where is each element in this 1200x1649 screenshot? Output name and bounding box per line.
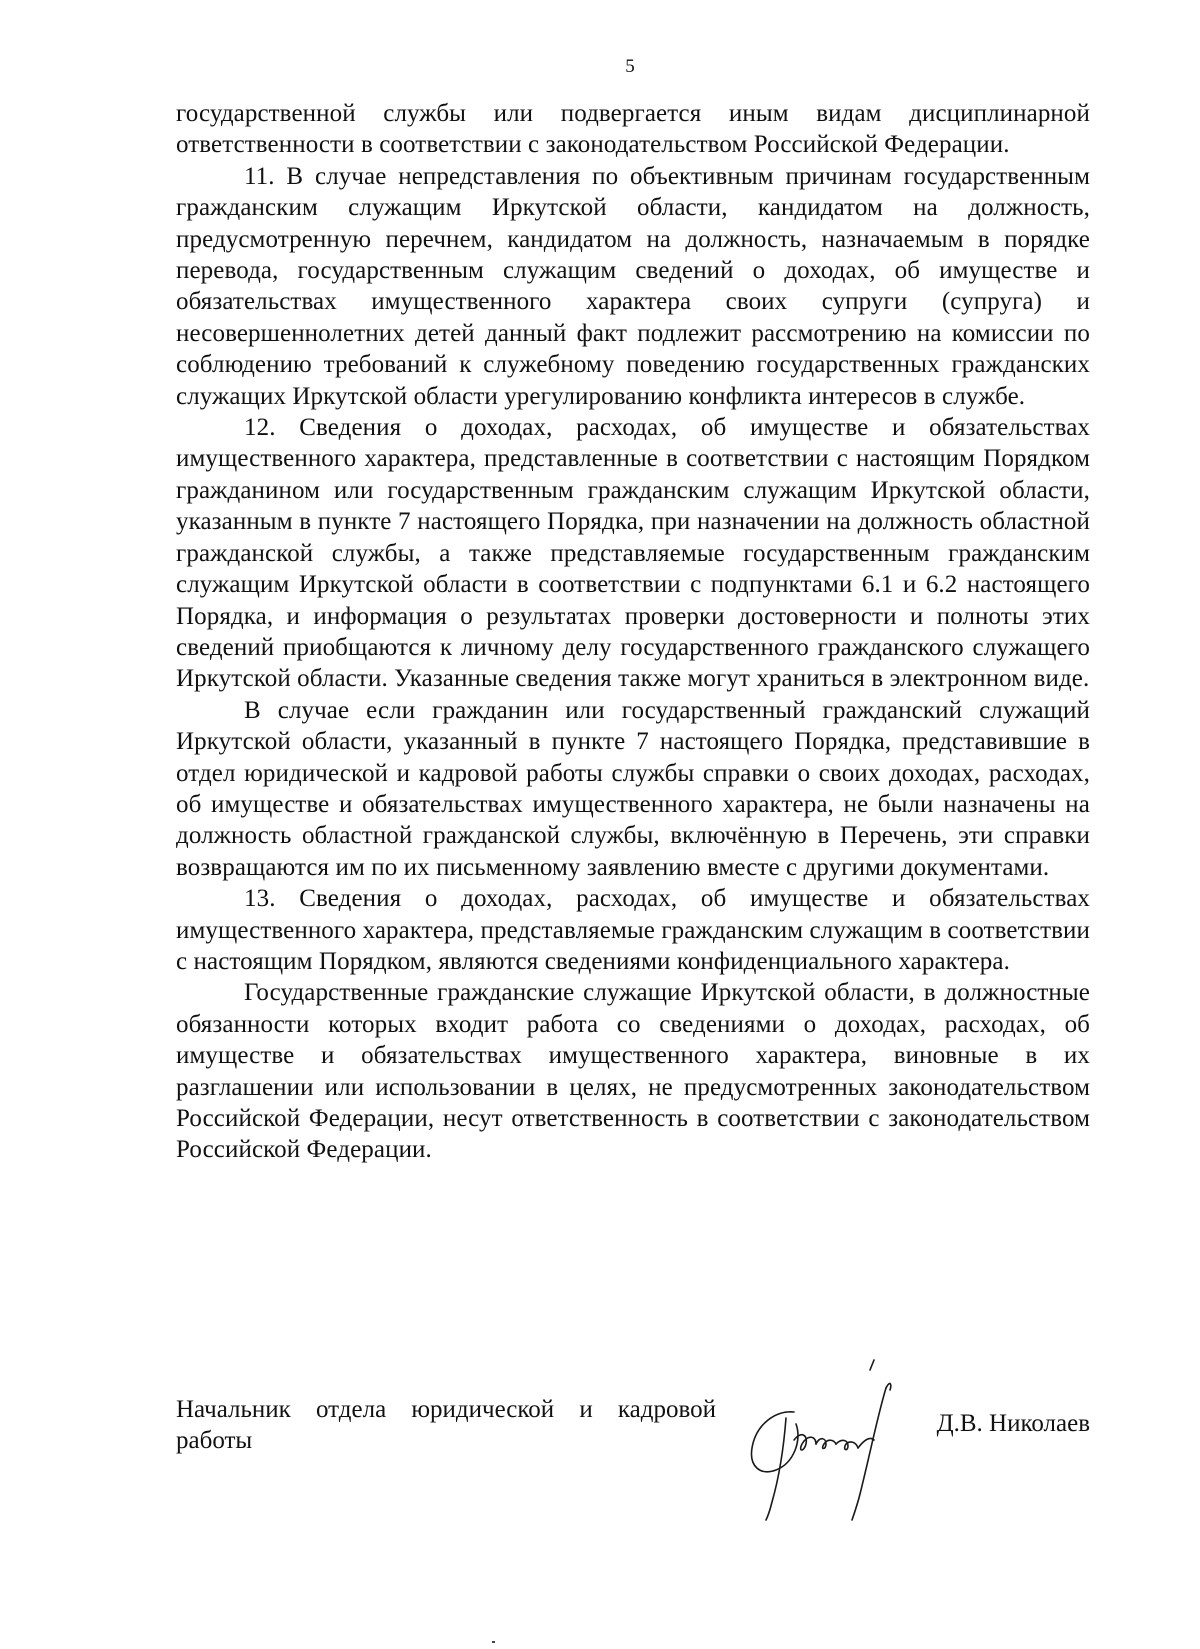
scan-speck xyxy=(492,1641,495,1643)
page-number: 5 xyxy=(625,56,635,77)
document-body xyxy=(176,98,1090,1166)
paragraph-item-13: 13. Сведения о доходах, расходах, об имуществе и обязательствах имущественного характера, представляемые гражданским служащим в соответствии с настоящим Порядком, являются сведениями конфиденциального характера. xyxy=(176,885,1090,975)
signature-block xyxy=(176,1394,1090,1534)
signer-name: Д.В. Николаев xyxy=(936,1410,1090,1437)
paragraph-item-11: 11. В случае непредставления по объективным причинам государственным гражданским служащим Иркутской области, кандидатом на должность, предусмотренную перечнем, кандидатом на должность, назначаемым в порядке перевода, государственным служащим сведений о доходах, об имуществе и обязательствах имущественного характера своих супруги (супруга) и несовершеннолетних детей данный факт подлежит рассмотрению на комиссии по соблюдению требований к служебному поведению государственных гражданских служащих Иркутской области урегулированию конфликта интересов в службе. xyxy=(176,162,1090,410)
handwritten-signature xyxy=(736,1344,916,1524)
paragraph-item-12-continuation: В случае если гражданин или государственный гражданский служащий Иркутской области, указанный в пункте 7 настоящего Порядка, представившие в отдел юридической и кадровой работы службы справки о своих доходах, расходах, об имуществе и обязательствах имущественного характера, не были назначены на должность областной гражданской службы, включённую в Перечень, эти справки возвращаются им по их письменному заявлению вместе с другими документами. xyxy=(176,696,1090,881)
signer-position: Начальник отдела юридической и кадровой работы xyxy=(176,1396,716,1455)
paragraph-continuation: государственной службы или подвергается иным видам дисциплинарной ответственности в соответствии с законодательством Российской Федерации. xyxy=(176,100,1090,159)
paragraph-item-13-continuation: Государственные гражданские служащие Иркутской области, в должностные обязанности которых входит работа со сведениями о доходах, расходах, об имуществе и обязательствах имущественного характера, виновные в их разглашении или использовании в целях, не предусмотренных законодательством Российской Федерации, несут ответственность в соответствии с законодательством Российской Федерации. xyxy=(176,979,1090,1164)
paragraph-item-12: 12. Сведения о доходах, расходах, об имуществе и обязательствах имущественного характера, представленные в соответствии с настоящим Порядком гражданином или государственным гражданским служащим Иркутской области, указанным в пункте 7 настоящего Порядка, при назначении на должность областной гражданской службы, а также представляемые государственным гражданским служащим Иркутской области в соответствии с подпунктами 6.1 и 6.2 настоящего Порядка, и информация о результатах проверки достоверности и полноты этих сведений приобщаются к личному делу государственного гражданского служащего Иркутской области. Указанные сведения также могут храниться в электронном виде. xyxy=(176,414,1090,693)
